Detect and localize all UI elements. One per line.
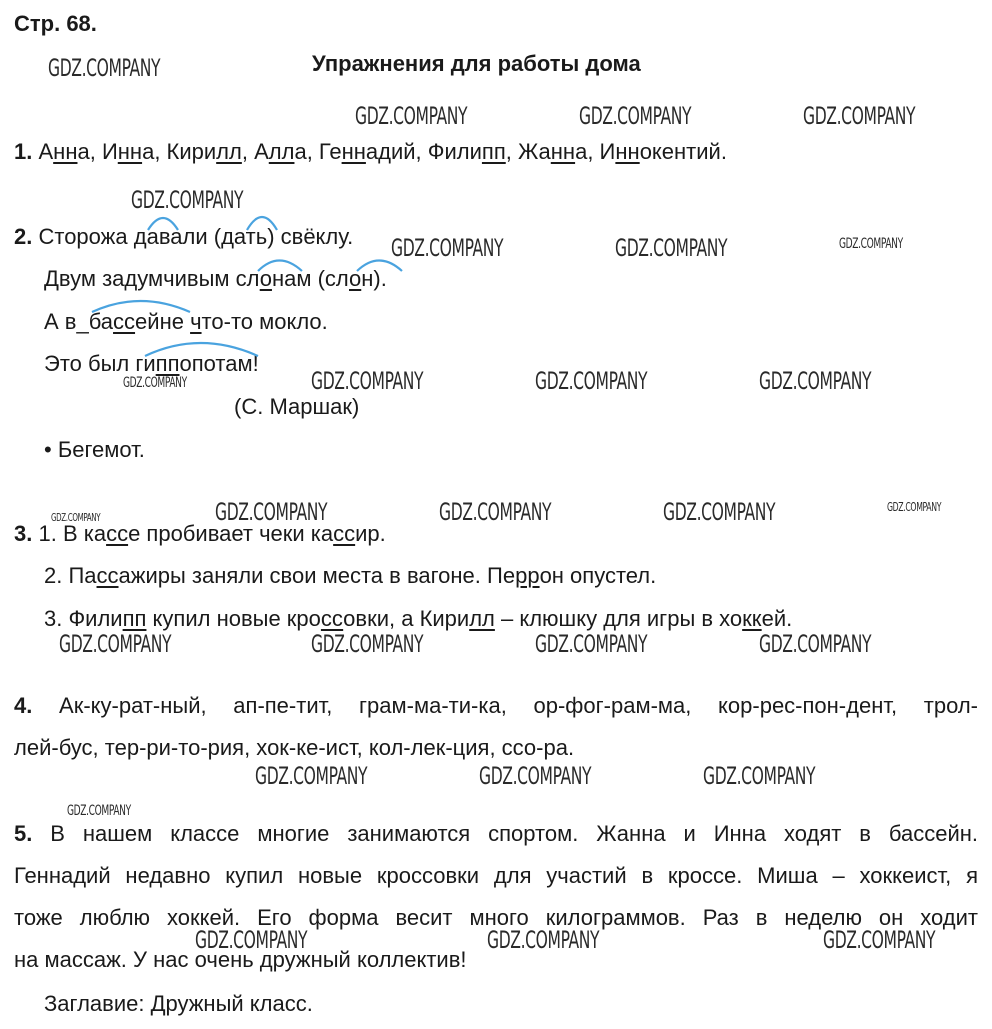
watermark: GDZ.COMPANY — [439, 498, 552, 526]
exercise-3-sentence-1: 3. 1. В кассе пробивает чеки кассир. — [14, 521, 386, 546]
watermark: GDZ.COMPANY — [67, 803, 131, 819]
exercise-2-line-1: 2. Сторожа давали (дать) свёклу. — [14, 224, 354, 249]
root-arc — [258, 261, 302, 272]
exercise-3-sentence-2: 2. Пассажиры заняли свои места в вагоне. Перрон опустел. — [44, 563, 657, 588]
watermark: GDZ.COMPANY — [703, 762, 816, 790]
exercise-4-line-1: 4. Ак-ку-рат-ный, ап-пе-тит, грам-ма-ти-ка, ор-фог-рам-ма, кор-рес-пон-дент, трол- — [14, 693, 978, 718]
watermark: GDZ.COMPANY — [823, 926, 936, 954]
watermark: GDZ.COMPANY — [131, 186, 244, 214]
watermark: GDZ.COMPANY — [615, 234, 728, 262]
watermark: GDZ.COMPANY — [579, 102, 692, 130]
exercise-5-line-2: Геннадий недавно купил новые кроссовки для участий в кроссе. Миша – хоккеист, я — [14, 863, 978, 888]
page-label: Стр. 68. — [14, 11, 97, 36]
watermark: GDZ.COMPANY — [215, 498, 328, 526]
watermark: GDZ.COMPANY — [51, 511, 101, 524]
exercise-5-line-1: 5. В нашем классе многие занимаются спортом. Жанна и Инна ходят в бассейн. — [14, 821, 978, 846]
root-arc — [145, 343, 258, 356]
watermark: GDZ.COMPANY — [479, 762, 592, 790]
watermark: GDZ.COMPANY — [355, 102, 468, 130]
exercise-number: 3. — [14, 521, 33, 546]
exercise-2-line-3: А в_бассейне что-то мокло. — [44, 309, 328, 334]
poem-author: (С. Маршак) — [234, 394, 360, 419]
page-heading: Упражнения для работы дома — [312, 51, 641, 76]
exercise-2-line-4: Это был гиппопотам! — [44, 351, 259, 376]
watermark: GDZ.COMPANY — [759, 367, 872, 395]
watermark: GDZ.COMPANY — [487, 926, 600, 954]
exercise-number: 1. — [14, 139, 33, 164]
watermark: GDZ.COMPANY — [887, 500, 942, 514]
root-arc — [247, 217, 277, 230]
watermark: GDZ.COMPANY — [391, 234, 504, 262]
riddle-answer: • Бегемот. — [44, 437, 145, 462]
watermark: GDZ.COMPANY — [311, 630, 424, 658]
watermark: GDZ.COMPANY — [48, 54, 161, 82]
watermark: GDZ.COMPANY — [195, 926, 308, 954]
exercise-3-sentence-3: 3. Филипп купил новые кроссовки, а Кирилл – клюшку для игры в хоккей. — [44, 606, 793, 631]
watermark: GDZ.COMPANY — [123, 375, 187, 391]
watermark: GDZ.COMPANY — [839, 236, 903, 252]
watermark: GDZ.COMPANY — [663, 498, 776, 526]
watermark: GDZ.COMPANY — [535, 630, 648, 658]
watermark: GDZ.COMPANY — [311, 367, 424, 395]
exercise-5-line-4: на массаж. У нас очень дружный коллектив! — [14, 947, 467, 972]
root-arc — [148, 218, 178, 230]
root-arc — [92, 301, 190, 312]
composition-title: Заглавие: Дружный класс. — [44, 991, 313, 1016]
watermark: GDZ.COMPANY — [759, 630, 872, 658]
root-arc — [357, 261, 402, 272]
watermark: GDZ.COMPANY — [803, 102, 916, 130]
watermark: GDZ.COMPANY — [255, 762, 368, 790]
exercise-4-line-2: лей-бус, тер-ри-то-рия, хок-ке-ист, кол-лек-ция, ссо-ра. — [14, 735, 575, 760]
watermark: GDZ.COMPANY — [535, 367, 648, 395]
exercise-number: 2. — [14, 224, 33, 249]
exercise-number: 4. — [14, 693, 33, 718]
watermark: GDZ.COMPANY — [59, 630, 172, 658]
exercise-2-line-2: Двум задумчивым слонам (слон). — [44, 266, 387, 291]
exercise-1-text: Анна, Инна, Кирилл, Алла, Геннадий, Филипп, Жанна, Иннокентий. — [38, 139, 727, 164]
exercise-number: 5. — [14, 821, 33, 846]
exercise-5-line-3: тоже люблю хоккей. Его форма весит много килограммов. Раз в неделю он ходит — [14, 905, 978, 930]
